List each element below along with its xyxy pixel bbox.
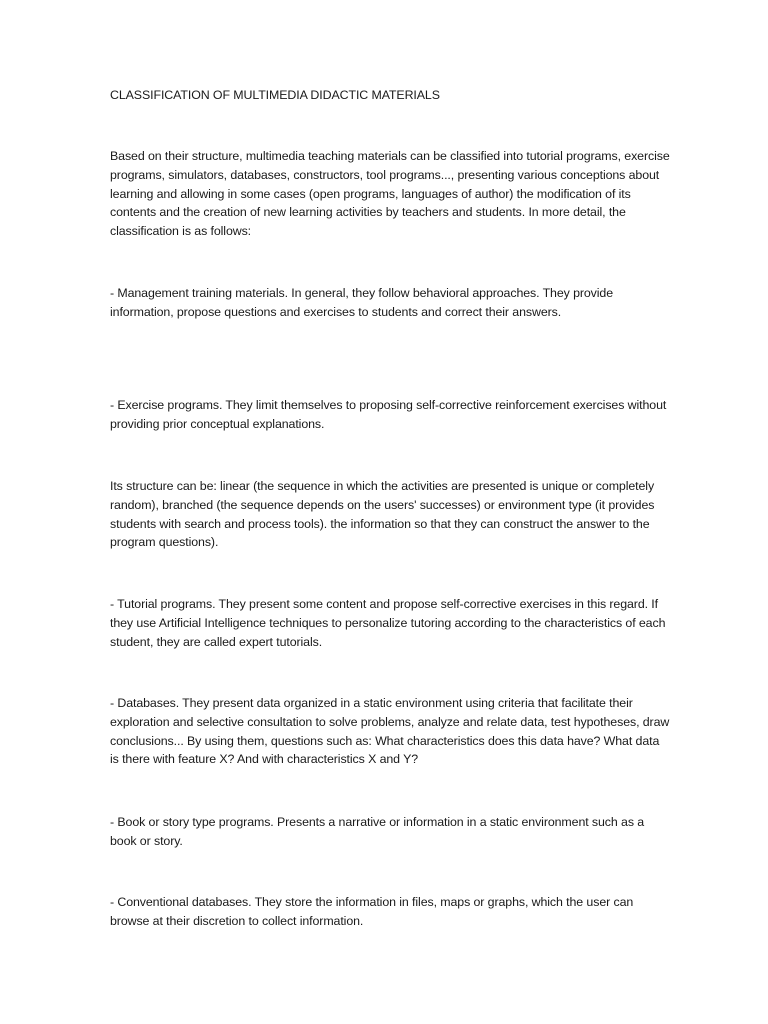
- paragraph-management-training: - Management training materials. In general, they follow behavioral approaches. They provide information, propose questions and exercises to students and correct their answers.: [110, 286, 614, 319]
- paragraph-structure: Its structure can be: linear (the sequence in which the activities are presented is unique or completely random), branched (the sequence depends on the users' successes) or environment type (it provides students with search and process tools). the information so that they can construct the answer to the program questions).: [110, 479, 655, 550]
- document-page: [110, 0, 670, 1024]
- paragraph-databases: - Databases. They present data organized in a static environment using criteria that facilitate their exploration and selective consultation to solve problems, analyze and relate data, test hypotheses, draw conclusions... By using them, questions such as: What characteristics does this data have? What data is there with feature X? And with characteristics X and Y?: [110, 696, 670, 767]
- paragraph-book-story-programs: - Book or story type programs. Presents a narrative or information in a static environment such as a book or story.: [110, 815, 645, 848]
- paragraph-exercise-programs: - Exercise programs. They limit themselves to proposing self-corrective reinforcement exercises without providing prior conceptual explanations.: [110, 398, 667, 431]
- document-title: CLASSIFICATION OF MULTIMEDIA DIDACTIC MATERIALS: [110, 88, 440, 102]
- paragraph-intro: Based on their structure, multimedia teaching materials can be classified into tutorial programs, exercise programs, simulators, databases, constructors, tool programs..., presenting various conceptions about learning and allowing in some cases (open programs, languages of author) the modification of its contents and the creation of new learning activities by teachers and students. In more detail, the classification is as follows:: [110, 149, 670, 239]
- paragraph-tutorial-programs: - Tutorial programs. They present some content and propose self-corrective exercises in this regard. If they use Artificial Intelligence techniques to personalize tutoring according to the characteristics of each student, they are called expert tutorials.: [110, 597, 666, 649]
- paragraph-conventional-databases: - Conventional databases. They store the information in files, maps or graphs, which the user can browse at their discretion to collect information.: [110, 895, 634, 928]
